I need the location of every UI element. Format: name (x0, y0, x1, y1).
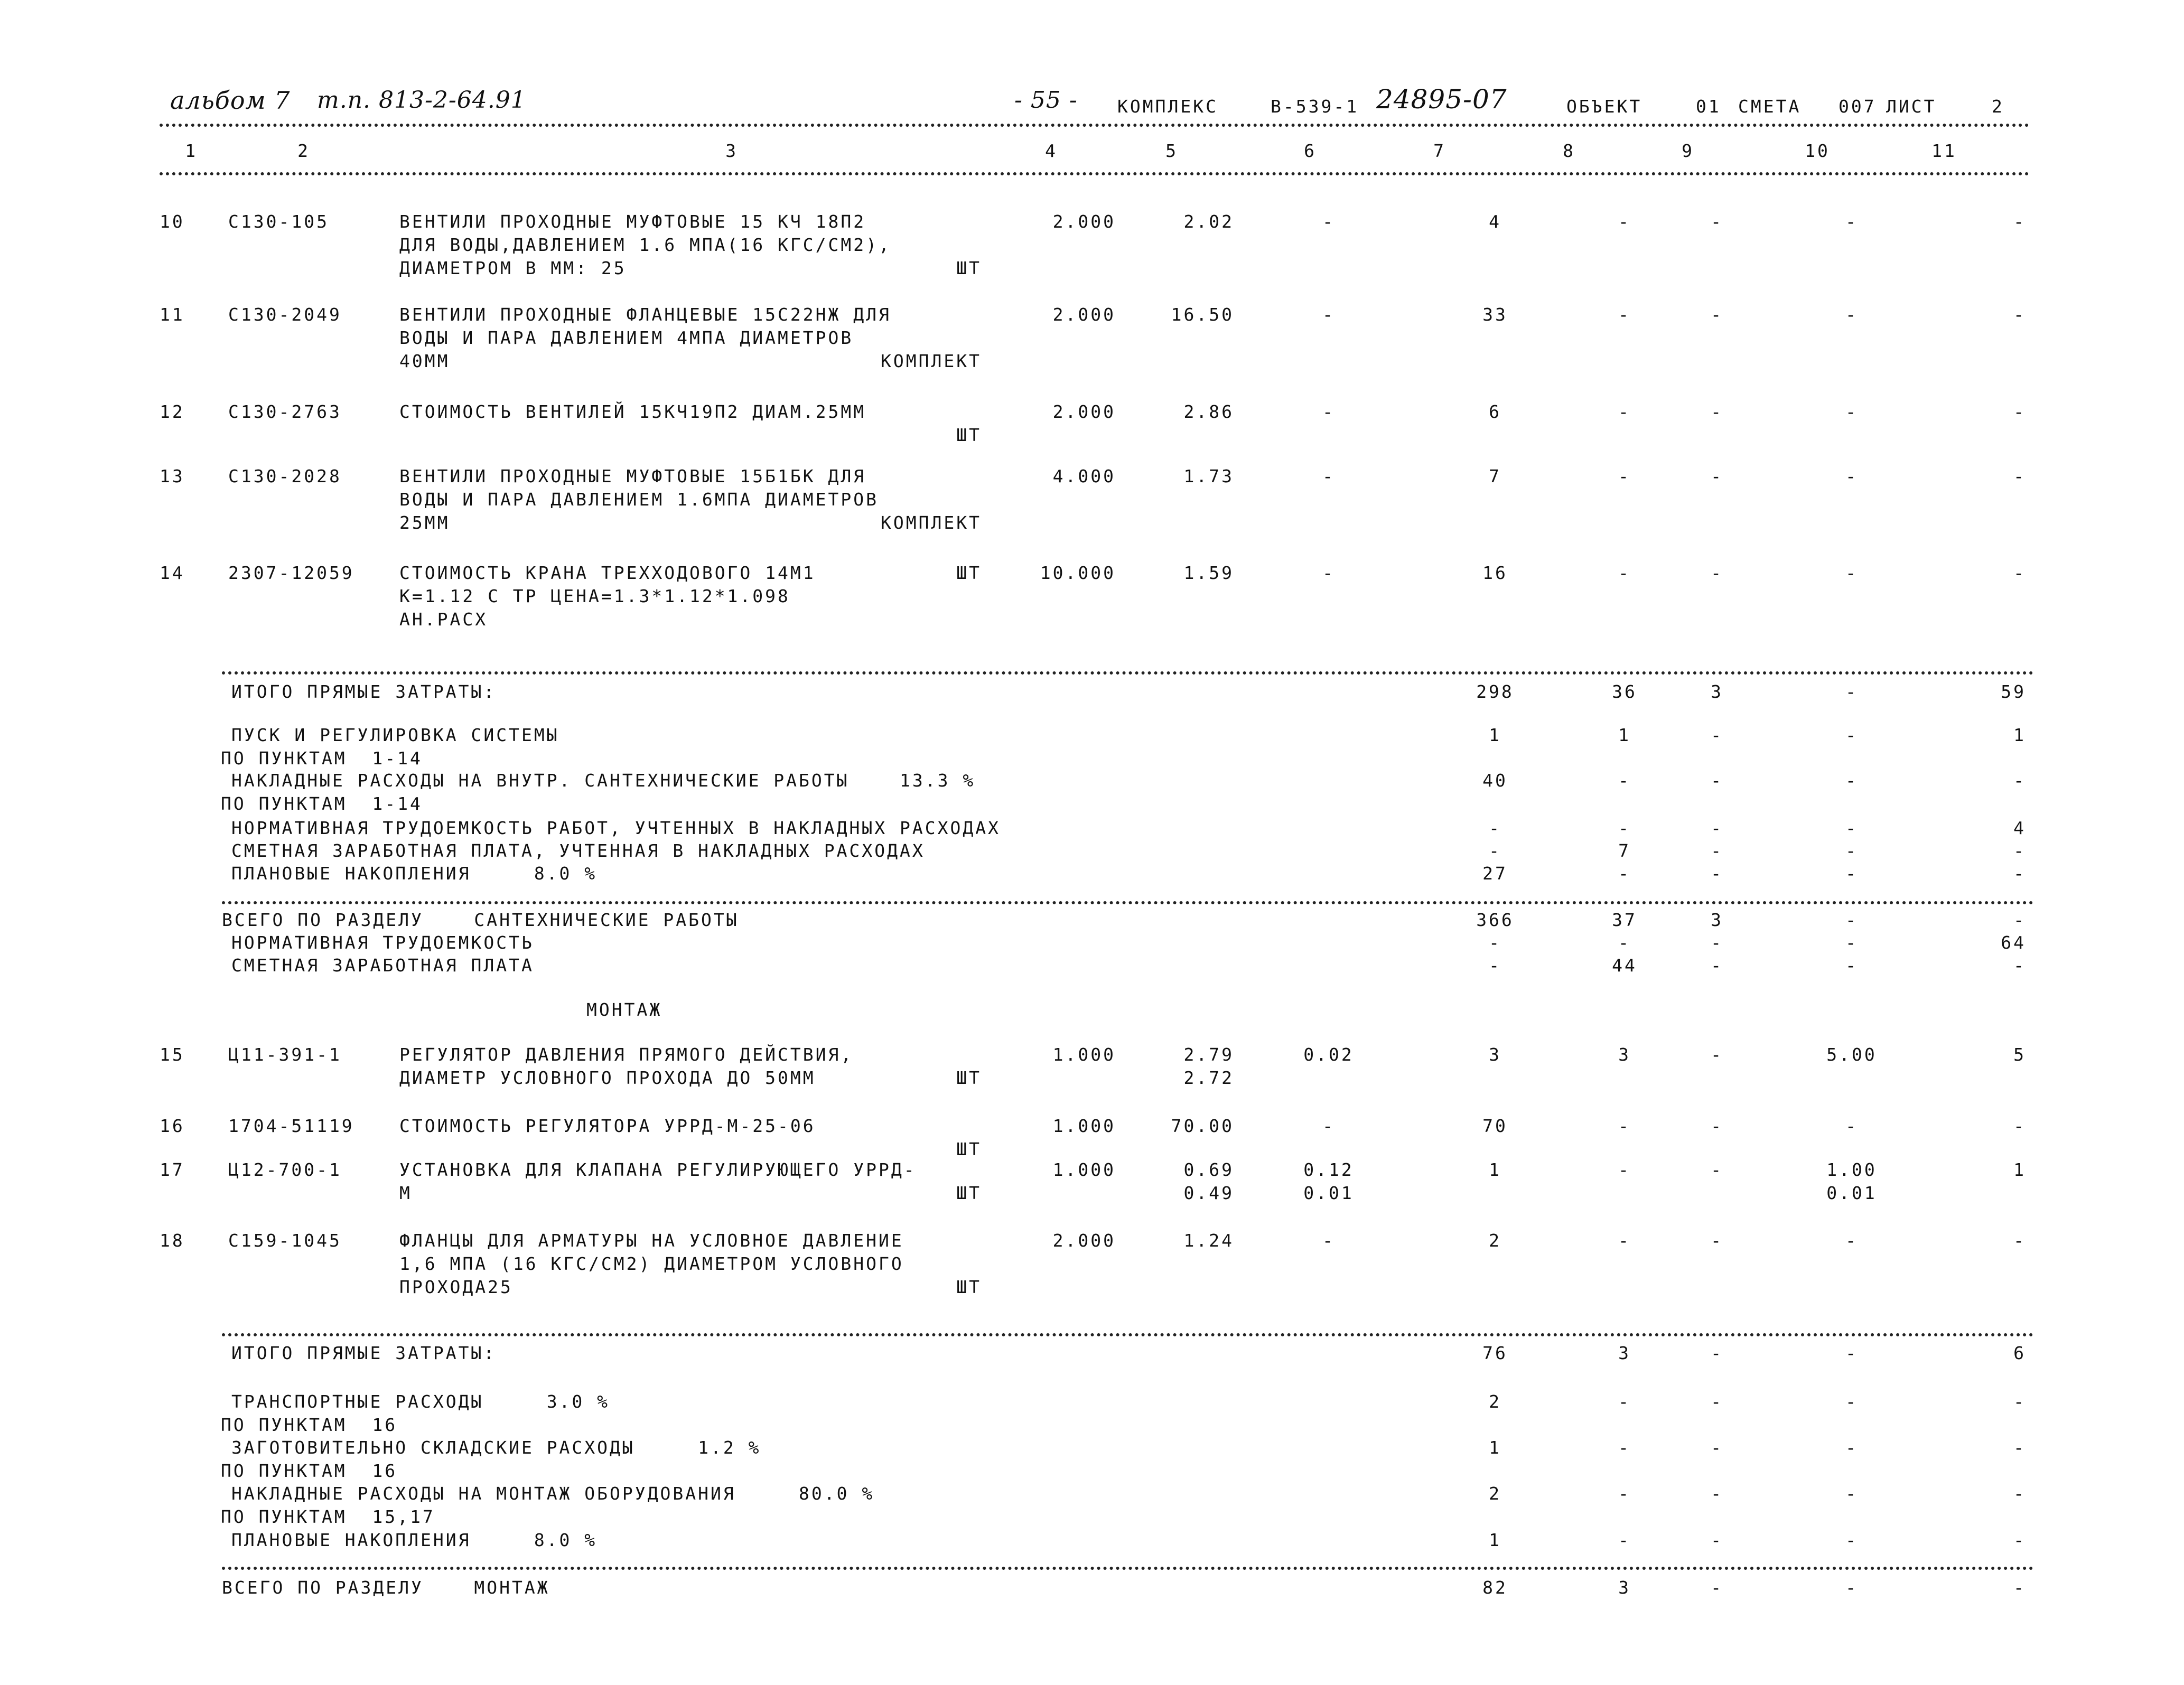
item-code: С130-105 (228, 211, 329, 232)
object-number: 01 (1696, 96, 1721, 117)
col11-value: - (2013, 910, 2026, 930)
item-name-line: ДИАМЕТРОМ В ММ: 25 (399, 258, 627, 278)
col7-value: 40 (1482, 770, 1508, 791)
col11-value: - (2013, 1577, 2026, 1598)
column-number: 10 (1805, 141, 1830, 161)
item-number: 18 (160, 1230, 185, 1251)
col9-value: - (1711, 863, 1723, 884)
col9-value: - (1711, 563, 1723, 583)
col9-value: - (1711, 211, 1723, 232)
summary-line: ПЛАНОВЫЕ НАКОПЛЕНИЯ 8.0 % (231, 863, 598, 884)
col10-value: - (1845, 863, 1858, 884)
col11-value: 4 (2013, 818, 2026, 838)
item-code: С130-2049 (228, 304, 342, 325)
kompleks-code: В-539-1 (1271, 96, 1359, 117)
col7-value: 1 (1489, 1530, 1501, 1550)
col9-value: - (1711, 1483, 1723, 1504)
col8-value: - (1618, 211, 1631, 232)
object-label: ОБЪЕКТ (1566, 96, 1642, 117)
col10-value: - (1845, 1483, 1858, 1504)
col7-value: 1 (1489, 725, 1501, 745)
item-name-line: ВОДЫ И ПАРА ДАВЛЕНИЕМ 4МПА ДИАМЕТРОВ (399, 327, 854, 348)
col9-value: - (1711, 1230, 1723, 1251)
col7-value: 6 (1489, 401, 1501, 422)
item-quantity: 2.000 (1052, 401, 1116, 422)
col9-value: - (1711, 955, 1723, 976)
col8-value: - (1618, 1159, 1631, 1180)
col8-value: 1 (1618, 725, 1631, 745)
col6-value: 0.02 (1303, 1044, 1354, 1065)
item-name-line: ДИАМЕТР УСЛОВНОГО ПРОХОДА ДО 50ММ (399, 1068, 816, 1088)
album-label: альбом 7 (170, 86, 291, 115)
col10-value: - (1845, 910, 1858, 930)
tp-label: т.п. 813-2-64.91 (317, 87, 526, 114)
summary-line: ТРАНСПОРТНЫЕ РАСХОДЫ 3.0 % (231, 1391, 610, 1412)
item-quantity: 1.000 (1052, 1116, 1116, 1136)
col8-value: 3 (1618, 1577, 1631, 1598)
column-number: 11 (1931, 141, 1957, 161)
item-quantity: 4.000 (1052, 466, 1116, 486)
list-number: 2 (1992, 96, 2004, 117)
item-price: 0.69 (1183, 1159, 1234, 1180)
item-number: 17 (160, 1159, 185, 1180)
summary-line: ИТОГО ПРЯМЫЕ ЗАТРАТЫ: (231, 1343, 497, 1363)
col6-value: - (1322, 1230, 1335, 1251)
summary-line: ПО ПУНКТАМ 1-14 (221, 748, 423, 769)
col7-value: 366 (1476, 910, 1514, 930)
col6-value: 0.01 (1303, 1183, 1354, 1203)
item-unit: ШТ (956, 1183, 982, 1203)
col6-value: - (1322, 304, 1335, 325)
kompleks-hand-number: 24895-07 (1376, 84, 1507, 115)
summary-line: НОРМАТИВНАЯ ТРУДОЕМКОСТЬ РАБОТ, УЧТЕННЫХ В НАКЛАДНЫХ РАСХОДАХ (231, 818, 1001, 838)
item-name-line: РЕГУЛЯТОР ДАВЛЕНИЯ ПРЯМОГО ДЕЙСТВИЯ, (399, 1044, 854, 1065)
section-total-line: НОРМАТИВНАЯ ТРУДОЕМКОСТЬ (231, 932, 534, 953)
col10-value: - (1845, 818, 1858, 838)
item-code: 1704-51119 (228, 1116, 354, 1136)
item-name-line: 1,6 МПА (16 КГС/СМ2) ДИАМЕТРОМ УСЛОВНОГО (399, 1253, 904, 1274)
item-number: 11 (160, 304, 185, 325)
col11-value: - (2013, 955, 2026, 976)
item-name-line: 40ММ (399, 351, 450, 371)
item-unit: ШТ (956, 425, 982, 445)
item-price: 2.86 (1183, 401, 1234, 422)
col7-value: 16 (1482, 563, 1508, 583)
col11-value: 59 (2001, 681, 2026, 702)
summary-line: ПЛАНОВЫЕ НАКОПЛЕНИЯ 8.0 % (231, 1530, 598, 1550)
col7-value: 70 (1482, 1116, 1508, 1136)
col10-value: - (1845, 563, 1858, 583)
col8-value: - (1618, 1437, 1631, 1458)
column-number: 6 (1304, 141, 1317, 161)
col9-value: 3 (1711, 910, 1723, 930)
col10-value: 1.00 (1826, 1159, 1877, 1180)
col11-value: 64 (2001, 932, 2026, 953)
col9-value: - (1711, 1044, 1723, 1065)
section-total-line: СМЕТНАЯ ЗАРАБОТНАЯ ПЛАТА (231, 955, 534, 976)
page-number: - 55 - (1014, 87, 1078, 114)
item-code: С159-1045 (228, 1230, 342, 1251)
item-unit: КОМПЛЕКТ (881, 512, 982, 533)
col8-value: - (1618, 1530, 1631, 1550)
col10-value: - (1845, 932, 1858, 953)
col7-value: 2 (1489, 1483, 1501, 1504)
col8-value: - (1618, 563, 1631, 583)
item-unit: КОМПЛЕКТ (881, 351, 982, 371)
col8-value: - (1618, 863, 1631, 884)
col9-value: - (1711, 725, 1723, 745)
column-header-rule (160, 172, 2030, 175)
col7-value: 27 (1482, 863, 1508, 884)
col9-value: - (1711, 1391, 1723, 1412)
col9-value: - (1711, 1577, 1723, 1598)
col8-value: 36 (1612, 681, 1637, 702)
col9-value: - (1711, 304, 1723, 325)
col11-value: - (2013, 1230, 2026, 1251)
col8-value: - (1618, 932, 1631, 953)
col8-value: - (1618, 818, 1631, 838)
item-name-line: СТОИМОСТЬ РЕГУЛЯТОРА УРРД-М-25-06 (399, 1116, 816, 1136)
col7-value: 82 (1482, 1577, 1508, 1598)
col10-value: - (1845, 681, 1858, 702)
col8-value: - (1618, 1391, 1631, 1412)
col7-value: 4 (1489, 211, 1501, 232)
item-name-line: К=1.12 С ТР ЦЕНА=1.3*1.12*1.098 (399, 586, 790, 606)
item-price: 1.73 (1183, 466, 1234, 486)
summary-line: ПО ПУНКТАМ 15,17 (221, 1506, 435, 1527)
col11-value: 5 (2013, 1044, 2026, 1065)
list-label: ЛИСТ (1886, 96, 1937, 117)
col7-value: 1 (1489, 1159, 1501, 1180)
col7-value: - (1489, 818, 1501, 838)
item-quantity: 1.000 (1052, 1159, 1116, 1180)
item-price: 16.50 (1171, 304, 1234, 325)
col7-value: 76 (1482, 1343, 1508, 1363)
column-number: 9 (1682, 141, 1694, 161)
col8-value: - (1618, 466, 1631, 486)
col11-value: - (2013, 1530, 2026, 1550)
col6-value: - (1322, 401, 1335, 422)
col8-value: - (1618, 304, 1631, 325)
col11-value: - (2013, 840, 2026, 861)
summary-line: ПО ПУНКТАМ 16 (221, 1415, 398, 1435)
col7-value: 1 (1489, 1437, 1501, 1458)
item-quantity: 1.000 (1052, 1044, 1116, 1065)
item-number: 16 (160, 1116, 185, 1136)
item-number: 12 (160, 401, 185, 422)
item-name-line: ВЕНТИЛИ ПРОХОДНЫЕ ФЛАНЦЕВЫЕ 15С22НЖ ДЛЯ (399, 304, 891, 325)
col10-value: - (1845, 401, 1858, 422)
col9-value: 3 (1711, 681, 1723, 702)
item-name-line: ДЛЯ ВОДЫ,ДАВЛЕНИЕМ 1.6 МПА(16 КГС/СМ2), (399, 235, 891, 255)
col11-value: - (2013, 211, 2026, 232)
col11-value: - (2013, 1116, 2026, 1136)
col10-value: - (1845, 1437, 1858, 1458)
col10-value: - (1845, 955, 1858, 976)
col11-value: 1 (2013, 1159, 2026, 1180)
col8-value: - (1618, 770, 1631, 791)
col9-value: - (1711, 1343, 1723, 1363)
dotted-separator (222, 671, 2034, 675)
col10-value: - (1845, 304, 1858, 325)
column-number: 1 (185, 141, 198, 161)
col11-value: - (2013, 304, 2026, 325)
col11-value: - (2013, 863, 2026, 884)
col10-value: - (1845, 1343, 1858, 1363)
col8-value: 3 (1618, 1343, 1631, 1363)
col11-value: - (2013, 563, 2026, 583)
item-code: Ц12-700-1 (228, 1159, 342, 1180)
dotted-separator (222, 901, 2034, 904)
item-unit: ШТ (956, 563, 982, 583)
column-number: 7 (1433, 141, 1446, 161)
col7-value: - (1489, 955, 1501, 976)
item-unit: ШТ (956, 1139, 982, 1159)
item-number: 14 (160, 563, 185, 583)
item-name-line: ВЕНТИЛИ ПРОХОДНЫЕ МУФТОВЫЕ 15 КЧ 18П2 (399, 211, 866, 232)
col10-value: - (1845, 1116, 1858, 1136)
item-name-line: СТОИМОСТЬ КРАНА ТРЕХХОДОВОГО 14М1 (399, 563, 816, 583)
column-number: 4 (1045, 141, 1058, 161)
header-rule (160, 124, 2030, 127)
item-name-line: ВЕНТИЛИ ПРОХОДНЫЕ МУФТОВЫЕ 15Б1БК ДЛЯ (399, 466, 866, 486)
col11-value: - (2013, 770, 2026, 791)
smeta-label: СМЕТА (1738, 96, 1802, 117)
item-quantity: 2.000 (1052, 1230, 1116, 1251)
item-name-line: АН.РАСХ (399, 609, 488, 630)
item-code: Ц11-391-1 (228, 1044, 342, 1065)
summary-line: ПО ПУНКТАМ 1-14 (221, 793, 423, 814)
col10-value: - (1845, 770, 1858, 791)
col10-value: 5.00 (1826, 1044, 1877, 1065)
item-quantity: 10.000 (1040, 563, 1116, 583)
column-number: 3 (725, 141, 738, 161)
summary-line: ПО ПУНКТАМ 16 (221, 1461, 398, 1481)
item-number: 13 (160, 466, 185, 486)
item-name-line: 25ММ (399, 512, 450, 533)
col10-value: 0.01 (1826, 1183, 1877, 1203)
dotted-separator (222, 1333, 2034, 1336)
col11-value: - (2013, 1391, 2026, 1412)
col8-value: 37 (1612, 910, 1637, 930)
col7-value: - (1489, 840, 1501, 861)
item-name-line: ПРОХОДА25 (399, 1277, 513, 1297)
col7-value: - (1489, 932, 1501, 953)
col9-value: - (1711, 1437, 1723, 1458)
summary-line: НАКЛАДНЫЕ РАСХОДЫ НА ВНУТР. САНТЕХНИЧЕСКИЕ РАБОТЫ 13.3 % (231, 770, 976, 791)
section-title: МОНТАЖ (586, 999, 662, 1020)
column-number: 8 (1563, 141, 1575, 161)
item-price: 1.24 (1183, 1230, 1234, 1251)
col8-value: 44 (1612, 955, 1637, 976)
col7-value: 3 (1489, 1044, 1501, 1065)
summary-line: ПУСК И РЕГУЛИРОВКА СИСТЕМЫ (231, 725, 559, 745)
col8-value: - (1618, 1483, 1631, 1504)
summary-line: СМЕТНАЯ ЗАРАБОТНАЯ ПЛАТА, УЧТЕННАЯ В НАКЛАДНЫХ РАСХОДАХ (231, 840, 925, 861)
col11-value: - (2013, 1437, 2026, 1458)
col7-value: 2 (1489, 1230, 1501, 1251)
column-number: 5 (1165, 141, 1178, 161)
col10-value: - (1845, 466, 1858, 486)
item-price: 2.02 (1183, 211, 1234, 232)
col7-value: 298 (1476, 681, 1514, 702)
col8-value: - (1618, 401, 1631, 422)
summary-line: ЗАГОТОВИТЕЛЬНО СКЛАДСКИЕ РАСХОДЫ 1.2 % (231, 1437, 761, 1458)
col11-value: - (2013, 401, 2026, 422)
item-price: 2.72 (1183, 1068, 1234, 1088)
col10-value: - (1845, 1577, 1858, 1598)
item-code: С130-2763 (228, 401, 342, 422)
col7-value: 2 (1489, 1391, 1501, 1412)
smeta-number: 007 (1838, 96, 1877, 117)
item-price: 70.00 (1171, 1116, 1234, 1136)
item-name-line: УСТАНОВКА ДЛЯ КЛАПАНА РЕГУЛИРУЮЩЕГО УРРД- (399, 1159, 917, 1180)
col7-value: 7 (1489, 466, 1501, 486)
col8-value: - (1618, 1230, 1631, 1251)
item-code: С130-2028 (228, 466, 342, 486)
col7-value: 33 (1482, 304, 1508, 325)
col10-value: - (1845, 211, 1858, 232)
col11-value: - (2013, 466, 2026, 486)
col11-value: 6 (2013, 1343, 2026, 1363)
col10-value: - (1845, 725, 1858, 745)
col9-value: - (1711, 770, 1723, 791)
col10-value: - (1845, 1230, 1858, 1251)
item-quantity: 2.000 (1052, 304, 1116, 325)
col10-value: - (1845, 840, 1858, 861)
kompleks-label: КОМПЛЕКС (1117, 96, 1218, 117)
col6-value: 0.12 (1303, 1159, 1354, 1180)
col10-value: - (1845, 1391, 1858, 1412)
item-price: 1.59 (1183, 563, 1234, 583)
item-name-line: СТОИМОСТЬ ВЕНТИЛЕЙ 15КЧ19П2 ДИАМ.25ММ (399, 401, 866, 422)
col9-value: - (1711, 401, 1723, 422)
col9-value: - (1711, 1530, 1723, 1550)
item-number: 10 (160, 211, 185, 232)
item-name-line: ФЛАНЦЫ ДЛЯ АРМАТУРЫ НА УСЛОВНОЕ ДАВЛЕНИЕ (399, 1230, 904, 1251)
item-quantity: 2.000 (1052, 211, 1116, 232)
col6-value: - (1322, 466, 1335, 486)
summary-line: ИТОГО ПРЯМЫЕ ЗАТРАТЫ: (231, 681, 497, 702)
col11-value: 1 (2013, 725, 2026, 745)
col8-value: 3 (1618, 1044, 1631, 1065)
item-name-line: М (399, 1183, 412, 1203)
col6-value: - (1322, 563, 1335, 583)
col9-value: - (1711, 466, 1723, 486)
col9-value: - (1711, 1116, 1723, 1136)
item-price: 0.49 (1183, 1183, 1234, 1203)
col10-value: - (1845, 1530, 1858, 1550)
item-code: 2307-12059 (228, 563, 354, 583)
col6-value: - (1322, 1116, 1335, 1136)
item-unit: ШТ (956, 1277, 982, 1297)
item-price: 2.79 (1183, 1044, 1234, 1065)
item-unit: ШТ (956, 258, 982, 278)
section-total-line: ВСЕГО ПО РАЗДЕЛУ САНТЕХНИЧЕСКИЕ РАБОТЫ (222, 910, 739, 930)
column-number: 2 (297, 141, 310, 161)
col9-value: - (1711, 932, 1723, 953)
col6-value: - (1322, 211, 1335, 232)
section-total-line: ВСЕГО ПО РАЗДЕЛУ МОНТАЖ (222, 1577, 550, 1598)
item-unit: ШТ (956, 1068, 982, 1088)
dotted-separator (222, 1567, 2034, 1570)
summary-line: НАКЛАДНЫЕ РАСХОДЫ НА МОНТАЖ ОБОРУДОВАНИЯ 80.0 % (231, 1483, 875, 1504)
col9-value: - (1711, 1159, 1723, 1180)
col11-value: - (2013, 1483, 2026, 1504)
col8-value: 7 (1618, 840, 1631, 861)
item-number: 15 (160, 1044, 185, 1065)
col9-value: - (1711, 840, 1723, 861)
col9-value: - (1711, 818, 1723, 838)
item-name-line: ВОДЫ И ПАРА ДАВЛЕНИЕМ 1.6МПА ДИАМЕТРОВ (399, 489, 879, 510)
col8-value: - (1618, 1116, 1631, 1136)
